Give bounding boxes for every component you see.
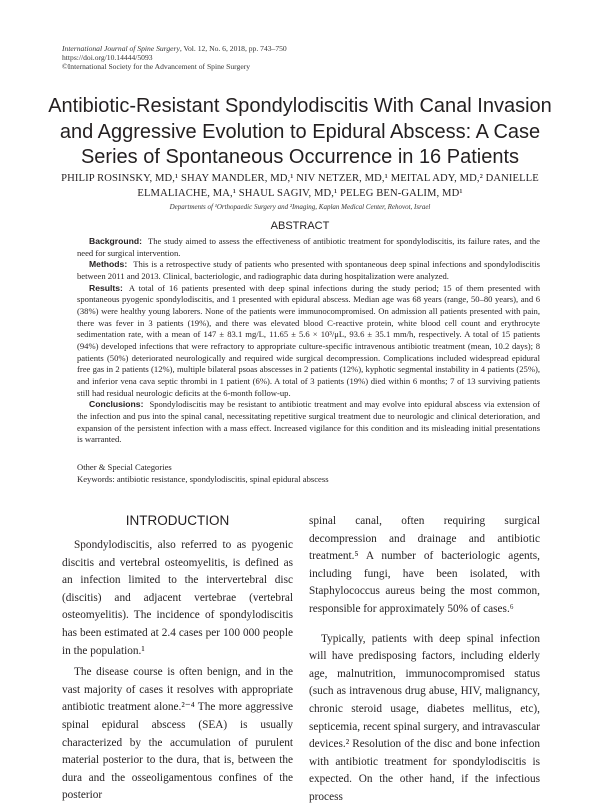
section-text: The study aimed to assess the effectiveness of antibiotic treatment for spondylodiscitis, its failure rates, and the need for surgical intervention. bbox=[77, 236, 540, 258]
category: Other & Special Categories bbox=[77, 462, 172, 472]
paragraph: spinal canal, often requiring surgical decompression and drainage and antibiotic treatment.⁵ A number of bacteriologic agents, including fungi, have been isolated, with Staphylococcus aureus being the most common, responsible for approximately 50% of cases.⁶ bbox=[309, 515, 540, 615]
abstract-methods bbox=[77, 259, 540, 282]
article-title: Antibiotic-Resistant Spondylodiscitis With Canal Invasion and Aggressive Evolution to Epidural Abscess: A Case Series of Spontaneous Occurrence in 16 Patients bbox=[48, 95, 552, 168]
abstract-background bbox=[77, 236, 540, 259]
paragraph: Spondylodiscitis, also referred to as pyogenic discitis and vertebral osteomyelitis, is defined as an infection limited to the intervertebral disc (discitis) and adjacent vertebrae (vertebral osteomyelitis). The incidence of spondylodiscitis has been estimated at 2.4 cases per 100 000 people in the population.¹ bbox=[62, 539, 293, 657]
section-label: Methods: bbox=[89, 259, 128, 270]
section-text: Spondylodiscitis may be resistant to antibiotic treatment and may evolve into epidural abscess via extension of the infection and pus into the spinal canal, necessitating repetitive surgical treatment due to neurologic and clinical deterioration, and expansion of the persistent infection with a mass effect. Increased vigilance for this condition and its misleading initial presentations is warranted. bbox=[77, 399, 540, 445]
doi-link[interactable]: https://doi.org/10.14444/5093 bbox=[62, 53, 153, 62]
journal-name: International Journal of Spine Surgery bbox=[62, 44, 180, 53]
right-column bbox=[309, 513, 540, 811]
volume-info: , Vol. 12, No. 6, 2018, pp. 743–750 bbox=[179, 44, 287, 53]
paragraph: Typically, patients with deep spinal infection will have predisposing factors, including elderly age, malnutrition, immunocompromised status (such as intravenous drug abuse, HIV, malignancy, chronic steroid usage, diabetes mellitus, etc), septicemia, recent spinal surgery, and intravascular devices.² Resolution of the disc and bone infection with antibiotic treatment for spondylodiscitis is expected. On the other hand, if the infectious process bbox=[309, 632, 540, 803]
introduction-heading: INTRODUCTION bbox=[125, 513, 230, 528]
abstract-conclusions bbox=[77, 399, 540, 446]
paragraph: The disease course is often benign, and in the vast majority of cases it resolves with appropriate antibiotic treatment alone.²⁻⁴ The more aggressive spinal epidural abscess (SEA) is usually characterized by the accumulation of purulent material posterior to the dura, that is, between the dura and the osseoligamentous confines of the posterior bbox=[62, 666, 293, 802]
author-list: PHILIP ROSINSKY, MD,¹ SHAY MANDLER, MD,¹ NIV NETZER, MD,¹ MEITAL ADY, MD,² DANIELLE ELMALIACHE, MA,¹ SHAUL SAGIV, MD,¹ PELEG BEN-GALIM, MD¹ bbox=[61, 173, 539, 199]
section-label: Conclusions: bbox=[89, 399, 144, 410]
abstract-results bbox=[77, 283, 540, 400]
abstract-heading: ABSTRACT bbox=[270, 220, 330, 232]
section-label: Results: bbox=[89, 282, 123, 293]
journal-header bbox=[62, 44, 287, 71]
affiliations: Departments of ¹Orthopaedic Surgery and ²Imaging, Kaplan Medical Center, Rehovot, Israel bbox=[169, 203, 431, 211]
abstract-body bbox=[77, 236, 540, 446]
keywords: Keywords: antibiotic resistance, spondylodiscitis, spinal epidural abscess bbox=[77, 474, 329, 484]
copyright: ©International Society for the Advancement of Spine Surgery bbox=[62, 62, 251, 71]
section-label: Background: bbox=[89, 236, 142, 246]
left-column bbox=[62, 513, 293, 809]
categories-block bbox=[77, 461, 329, 485]
section-text: This is a retrospective study of patients who presented with spontaneous deep spinal infections and spondylodiscitis between 2011 and 2013. Clinical, bacteriologic, and radiographic data during hospitalization were analyzed. bbox=[77, 259, 540, 281]
section-text: A total of 16 patients presented with deep spinal infections during the study period; 15 of them presented with spontaneous pyogenic spondylodiscitis, and 1 presented with epidural abscess. Median age was 68 years (range, 50–80 years), and 6 (38%) were healthy young laborers. None of the patients were immunocompromised. On admission all patients presented with pain, there was fever in 3 patients (19%), and there was elevated blood C-reactive protein, white blood cell count and erythrocyte sedimentation rate, with a mean of 147 ± 83.1 mg/L, 11.65 ± 5.6 × 10³/μL, 93.6 ± 35.1 mm/h, respectively. A total of 15 patients (94%) developed infections that were refractory to appropriate culture-specific intravenous antibiotic treatment (mean, 10.2 days); 8 patients (50%) deteriorated neurologically and required wide surgical decompression. Complications included widespread epidural free gas in 2 patients (12%), multiple bilateral psoas abscesses in 2 patients (12%), kyphotic segmental instability in 4 patients (25%), and inferior vena cava septic thrombi in 1 patient (6%). A total of 3 patients (19%) died within 6 months; 7 of 13 surviving patients still had residual neurologic deficits at the 6-month follow-up. bbox=[77, 282, 540, 398]
